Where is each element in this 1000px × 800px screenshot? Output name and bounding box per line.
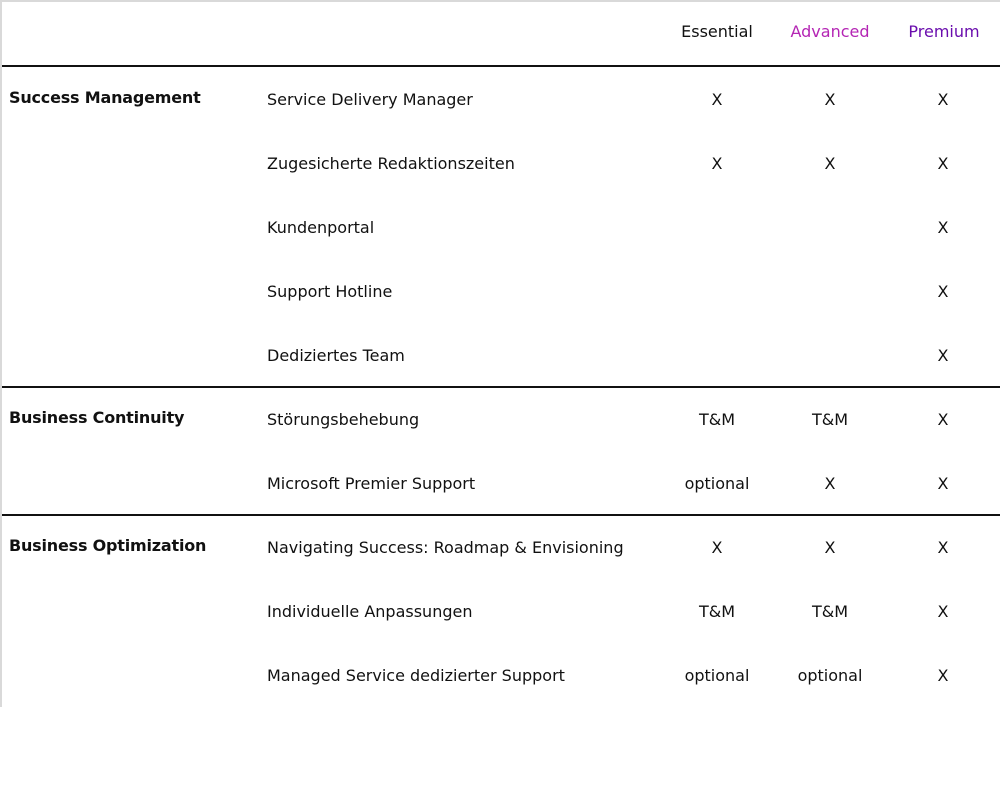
essential-value: T&M (698, 410, 736, 429)
table-row (2, 643, 1000, 707)
table-row (2, 259, 1000, 323)
feature-label: Navigating Success: Roadmap & Envisioning (267, 538, 624, 557)
table-row (2, 131, 1000, 195)
premium-value: X (937, 602, 949, 621)
table-row (2, 67, 1000, 131)
premium-value: X (937, 90, 949, 109)
feature-label: Support Hotline (267, 282, 393, 301)
section-title-success-management: Success Management (9, 88, 201, 107)
feature-label: Individuelle Anpassungen (267, 602, 473, 621)
table-row (2, 195, 1000, 259)
feature-label: Managed Service dedizierter Support (267, 666, 565, 685)
premium-value: X (937, 346, 949, 365)
essential-value: X (711, 538, 723, 557)
table-row (2, 579, 1000, 643)
essential-value: optional (684, 474, 750, 493)
premium-value: X (937, 282, 949, 301)
advanced-value: T&M (811, 410, 849, 429)
premium-value: X (937, 666, 949, 685)
section-title-business-optimization: Business Optimization (9, 536, 207, 555)
advanced-value: X (824, 538, 836, 557)
feature-label: Microsoft Premier Support (267, 474, 476, 493)
premium-value: X (937, 474, 949, 493)
feature-label: Dediziertes Team (267, 346, 405, 365)
advanced-value: T&M (811, 602, 849, 621)
essential-value: T&M (698, 602, 736, 621)
column-header-advanced: Advanced (790, 22, 870, 41)
premium-value: X (937, 154, 949, 173)
premium-value: X (937, 538, 949, 557)
advanced-value: X (824, 474, 836, 493)
table-row (2, 451, 1000, 515)
table-row (2, 323, 1000, 387)
feature-label: Kundenportal (267, 218, 375, 237)
feature-label: Zugesicherte Redaktionszeiten (267, 154, 515, 173)
column-header-premium: Premium (908, 22, 980, 41)
feature-label: Service Delivery Manager (267, 90, 473, 109)
essential-value: X (711, 154, 723, 173)
table-row (2, 515, 1000, 579)
advanced-value: X (824, 154, 836, 173)
advanced-value: optional (797, 666, 863, 685)
column-header-essential: Essential (681, 22, 753, 41)
premium-value: X (937, 218, 949, 237)
feature-label: Störungsbehebung (267, 410, 420, 429)
premium-value: X (937, 410, 949, 429)
table-row (2, 387, 1000, 451)
advanced-value: X (824, 90, 836, 109)
section-title-business-continuity: Business Continuity (9, 408, 185, 427)
essential-value: X (711, 90, 723, 109)
table-header (2, 2, 1000, 66)
essential-value: optional (684, 666, 750, 685)
